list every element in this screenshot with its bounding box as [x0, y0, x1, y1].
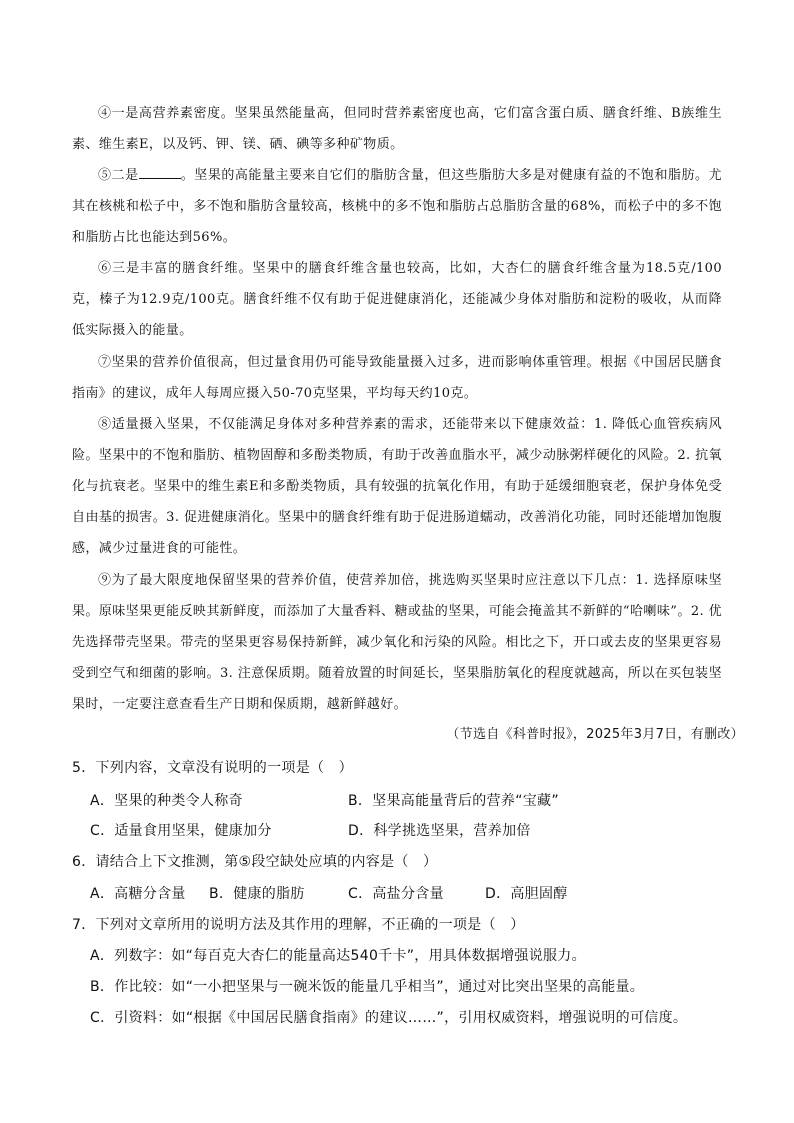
question-6-option-c: C．高盐分含量 — [348, 886, 444, 902]
paragraph-8: ⑧适量摄入坚果，不仅能满足身体对多种营养素的需求，还能带来以下健康效益：1. 降低心血管疾病风险。坚果中的不饱和脂肪、植物固醇和多酚类物质，有助于改善血脂水平，减少动脉粥样硬化的风险。2. 抗氧化与抗衰老。坚果中的维生素E和多酚类物质，具有较强的抗氧化作用，有助于延缓细胞衰老，保护身体免受自由基的损害。3. 促进健康消化。坚果中的膳食纤维有助于促进肠道蠕动，改善消化功能，同时还能增加饱腹感，减少过量进食的可能性。 — [72, 417, 722, 556]
paragraph-4: ④一是高营养素密度。坚果虽然能量高，但同时营养素密度也高，它们富含蛋白质、膳食纤维、B族维生素、维生素E，以及钙、钾、镁、硒、碘等多种矿物质。 — [72, 106, 722, 152]
question-7-option-a: A．列数字：如“每百克大杏仁的能量高达540千卡”，用具体数据增强说服力。 — [90, 948, 586, 964]
source-citation: （节选自《科普时报》，2025年3月7日，有删改） — [446, 727, 744, 742]
paragraph-5 — [72, 160, 722, 253]
question-6-stem: 6．请结合上下文推测，第⑤段空缺处应填的内容是（ ） — [72, 854, 438, 870]
paragraph-9: ⑨为了最大限度地保留坚果的营养价值，使营养加倍，挑选购买坚果时应注意以下几点：1. 选择原味坚果。原味坚果更能反映其新鲜度，而添加了大量香料、糖或盐的坚果，可能会掩盖其不新鲜的“哈喇味”。2. 优先选择带壳坚果。带壳的坚果更容易保持新鲜，减少氧化和污染的风险。相比之下，开口或去皮的坚果更容易受到空气和细菌的影响。3. 注意保质期。随着放置的时间延长，坚果脂肪氧化的程度就越高，所以在买包装坚果时，一定要注意查看生产日期和保质期，越新鲜越好。 — [72, 573, 722, 712]
question-7-option-c: C．引资料：如“根据《中国居民膳食指南》的建议……”，引用权威资料，增强说明的可信度。 — [90, 1010, 688, 1026]
question-6-option-a: A．高糖分含量 — [90, 886, 186, 902]
question-5-option-d: D．科学挑选坚果，营养加倍 — [348, 823, 531, 839]
question-5-option-c: C．适量食用坚果，健康加分 — [90, 823, 272, 839]
question-6-option-d: D．高胆固醇 — [485, 886, 568, 902]
fill-in-blank — [139, 177, 181, 179]
question-5-stem: 5．下列内容，文章没有说明的一项是（ ） — [72, 760, 353, 776]
question-6-option-b: B．健康的脂肪 — [209, 886, 305, 902]
question-7-option-b: B．作比较：如“一小把坚果与一碗米饭的能量几乎相当”，通过对比突出坚果的高能量。 — [90, 979, 645, 995]
question-5-option-b: B．坚果高能量背后的营养“宝藏” — [348, 793, 559, 809]
paragraph-5-start: ⑤二是 — [98, 168, 139, 183]
paragraph-7: ⑦坚果的营养价值很高，但过量食用仍可能导致能量摄入过多，进而影响体重管理。根据《中国居民膳食指南》的建议，成年人每周应摄入50-70克坚果，平均每天约10克。 — [72, 355, 722, 401]
paragraph-6: ⑥三是丰富的膳食纤维。坚果中的膳食纤维含量也较高，比如，大杏仁的膳食纤维含量为18.5克/100克，榛子为12.9克/100克。膳食纤维不仅有助于促进健康消化，还能减少身体对脂肪和淀粉的吸收，从而降低实际摄入的能量。 — [72, 261, 722, 338]
question-7-stem: 7．下列对文章所用的说明方法及其作用的理解，不正确的一项是（ ） — [72, 917, 525, 933]
paragraph-5-rest: 。坚果的高能量主要来自它们的脂肪含量，但这些脂肪大多是对健康有益的不饱和脂肪。尤其在核桃和松子中，多不饱和脂肪含量较高，核桃中的多不饱和脂肪占总脂肪含量的68%，而松子中的多不饱和脂肪占比也能达到56%。 — [72, 168, 722, 245]
question-5-option-a: A．坚果的种类令人称奇 — [90, 793, 243, 809]
